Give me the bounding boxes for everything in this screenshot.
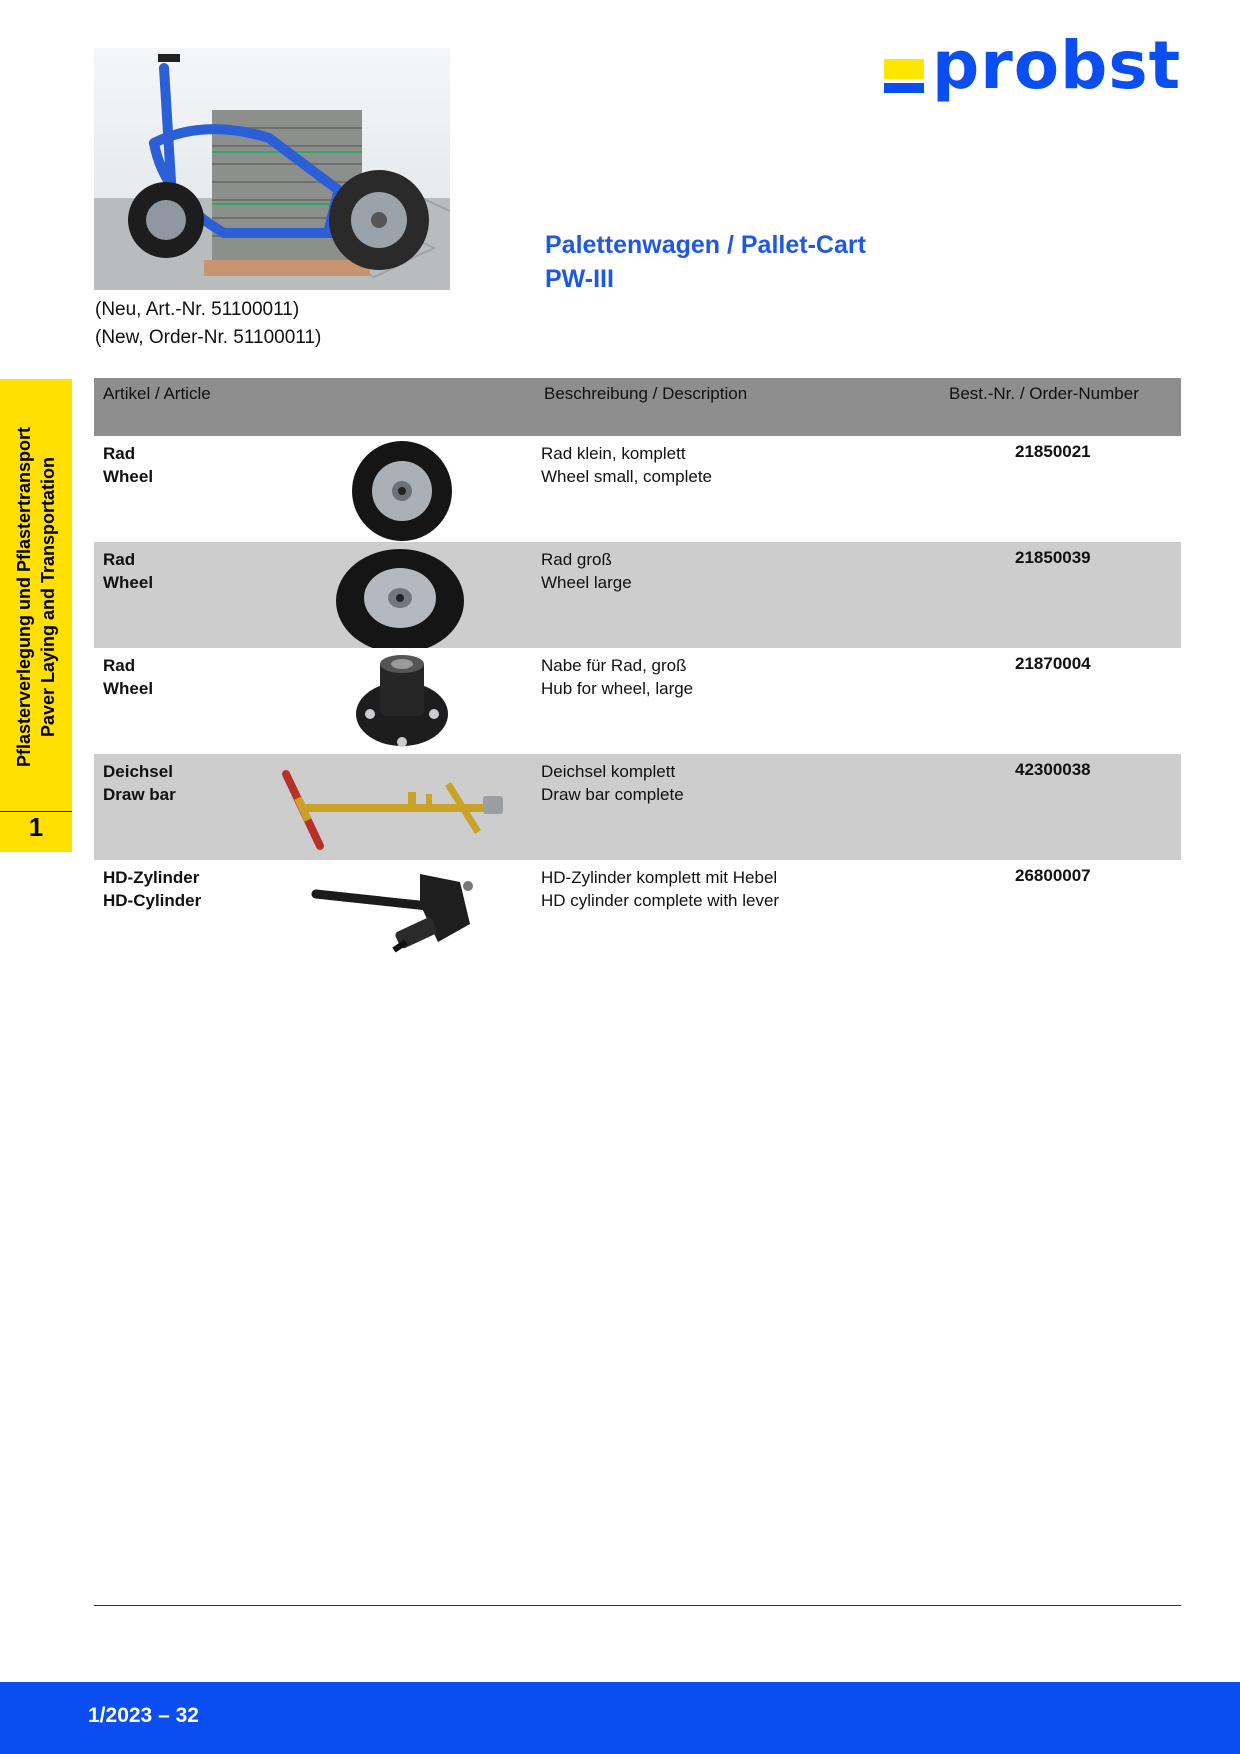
product-caption [95,296,321,352]
description-cell [541,760,684,806]
description-english: Hub for wheel, large [541,679,694,698]
description-german: Rad klein, komplett [541,444,686,463]
table-row [94,860,1181,966]
description-english: Wheel small, complete [541,467,713,486]
logo-blue-bar [884,83,924,93]
order-number-cell: 21850021 [1015,442,1091,461]
description-cell [541,442,712,488]
small-wheel-image [350,440,454,547]
chapter-title [12,427,60,767]
header-order-number: Best.-Nr. / Order-Number [949,384,1139,403]
table-row [94,754,1181,860]
article-english: Wheel [103,467,154,486]
description-cell [541,548,632,594]
article-cell [103,760,176,806]
article-german: Rad [103,444,136,463]
article-english: Draw bar [103,785,176,804]
description-german: Deichsel komplett [541,762,676,781]
description-cell [541,654,693,700]
article-cell [103,654,153,700]
table-row [94,648,1181,754]
header-description: Beschreibung / Description [544,384,748,403]
chapter-title-english: Paver Laying and Transportation [38,456,58,738]
article-english: Wheel [103,573,154,592]
chapter-title-german: Pflasterverlegung und Pflastertransport [14,426,34,768]
hydraulic-cylinder-image [310,864,490,969]
article-german: Deichsel [103,762,173,781]
chapter-number: 1 [28,812,44,842]
order-number-cell: 21850039 [1015,548,1091,567]
article-english: HD-Cylinder [103,891,202,910]
large-wheel-image [334,546,466,653]
caption-english: (New, Order-Nr. 51100011) [95,327,322,348]
probst-logo [880,27,1185,110]
header-article: Artikel / Article [103,384,211,403]
article-cell [103,442,153,488]
description-german: Nabe für Rad, groß [541,656,687,675]
order-number-cell: 42300038 [1015,760,1091,779]
article-cell [103,866,201,912]
parts-table [94,378,1181,966]
order-number-cell: 21870004 [1015,654,1091,673]
article-german: Rad [103,656,136,675]
footer-bar [0,1682,1240,1754]
description-english: Wheel large [541,573,632,592]
article-german: HD-Zylinder [103,868,200,887]
title-line-1: Palettenwagen / Pallet-Cart [545,231,866,259]
title-line-2: PW-III [545,265,614,293]
page-number: 1/2023 – 32 [88,1704,199,1727]
chapter-side-tab [0,379,72,852]
description-english: HD cylinder complete with lever [541,891,780,910]
description-cell [541,866,779,912]
order-number-cell: 26800007 [1015,866,1091,885]
article-cell [103,548,153,594]
logo-yellow-bar [884,59,924,79]
description-english: Draw bar complete [541,785,684,804]
table-header [94,378,1181,436]
product-title [545,228,866,296]
caption-german: (Neu, Art.-Nr. 51100011) [95,299,300,320]
table-row [94,542,1181,648]
wheel-hub-image [350,652,454,757]
footer-rule [94,1605,1181,1606]
description-german: Rad groß [541,550,612,569]
article-english: Wheel [103,679,154,698]
description-german: HD-Zylinder komplett mit Hebel [541,868,778,887]
draw-bar-image [278,764,508,861]
logo-wordmark: probst [932,27,1182,104]
pallet-cart-photo [94,48,450,290]
article-german: Rad [103,550,136,569]
table-row [94,436,1181,542]
